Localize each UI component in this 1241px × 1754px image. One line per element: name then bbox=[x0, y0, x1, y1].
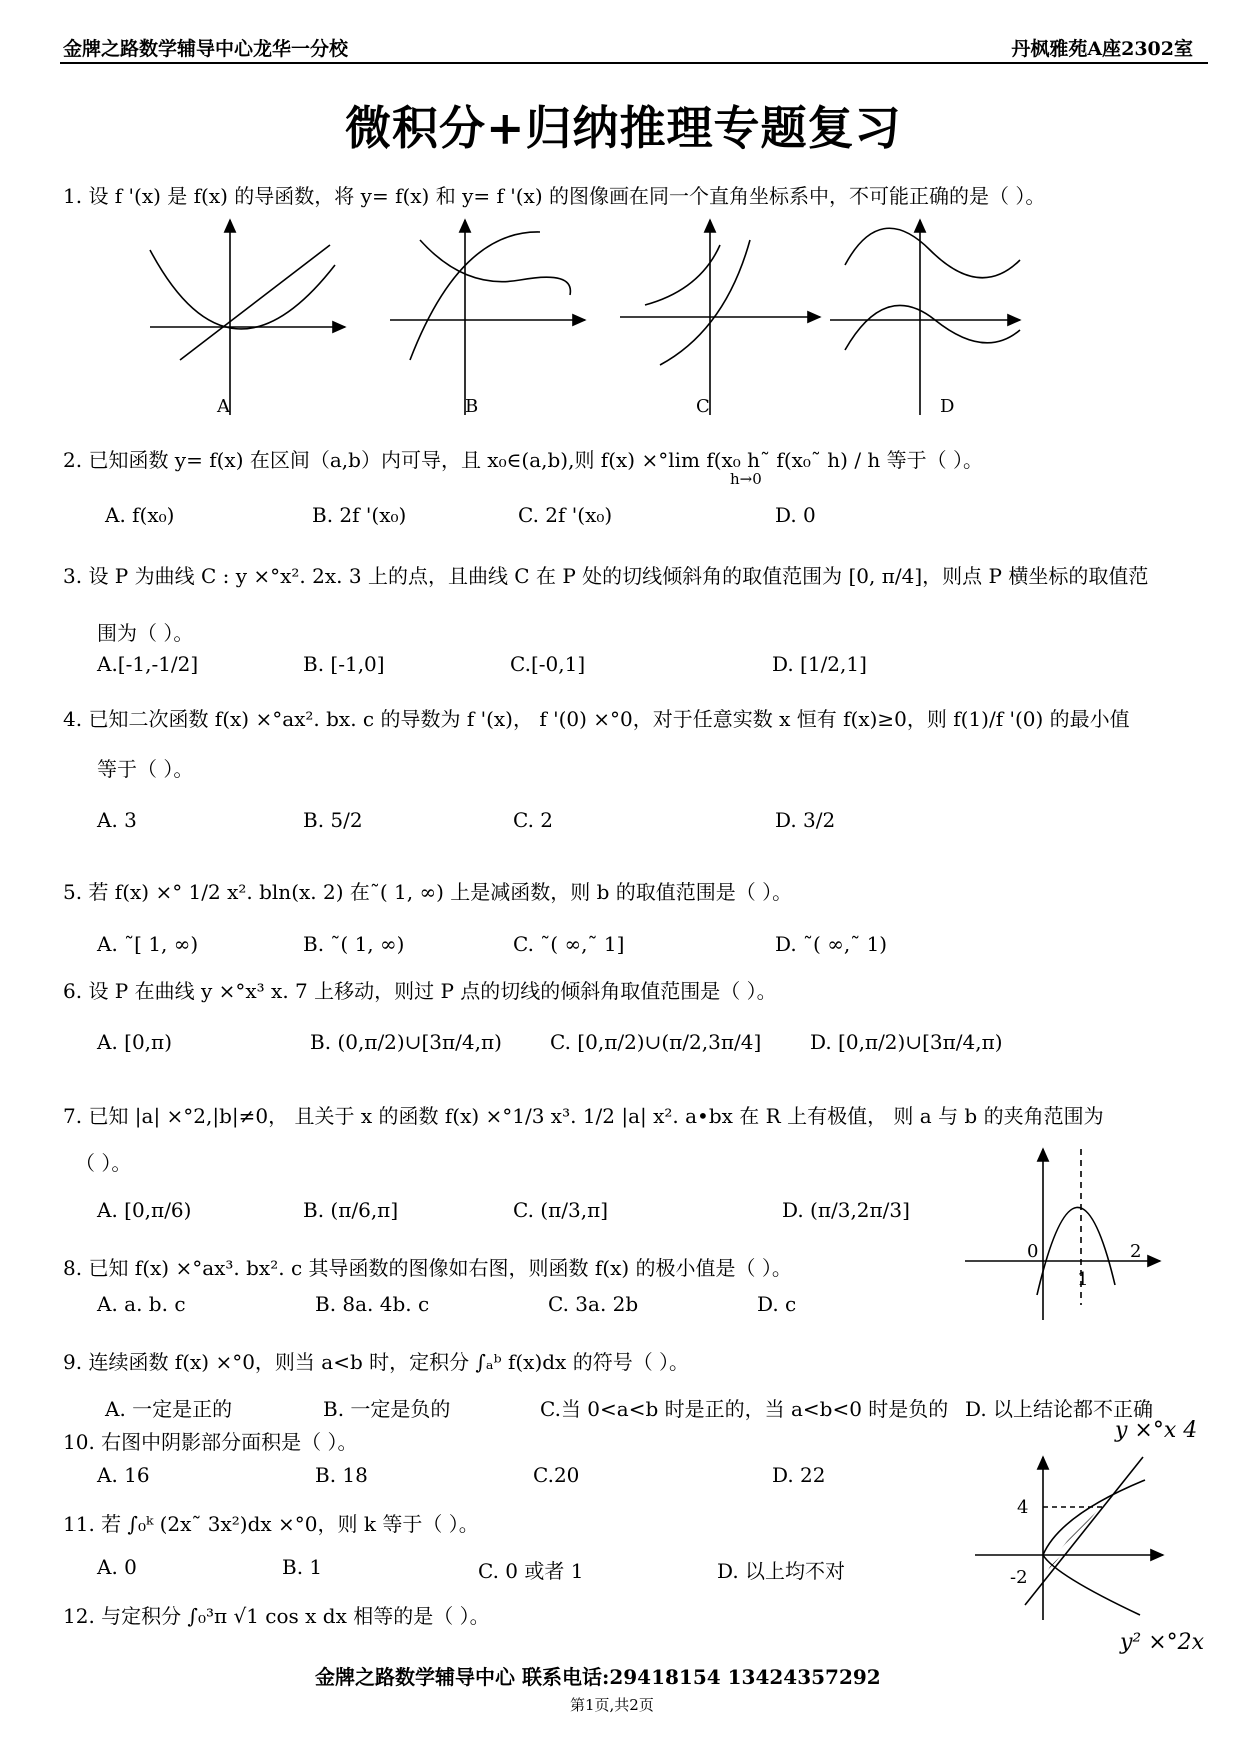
graph-label-b: B bbox=[465, 396, 479, 417]
graph-label-a: A bbox=[217, 396, 230, 417]
q8-option-b: B. 8a. 4b. c bbox=[315, 1292, 430, 1316]
q2-lim-sub: h→0 bbox=[730, 470, 762, 488]
q8-option-d: D. c bbox=[757, 1292, 797, 1316]
q2-option-d: D. 0 bbox=[775, 503, 816, 527]
question-10: 10. 右图中阴影部分面积是（ ）。 bbox=[63, 1430, 358, 1454]
q6-option-b: B. (0,π/2)∪[3π/4,π) bbox=[310, 1030, 502, 1054]
q1-graphs bbox=[140, 210, 1080, 425]
q9-option-d: D. 以上结论都不正确 bbox=[965, 1397, 1154, 1421]
question-2: 2. 已知函数 y= f(x) 在区间（a,b）内可导，且 x₀∈(a,b),则 f(x) ×°lim f(x₀ h˜ f(x₀˜ h) / h 等于（ ）。 bbox=[63, 448, 984, 472]
q10-option-b: B. 18 bbox=[315, 1463, 368, 1487]
q7-option-a: A. [0,π/6) bbox=[97, 1198, 192, 1222]
question-4-line1: 4. 已知二次函数 f(x) ×°ax². bx. c 的导数为 f '(x)， f '(0) ×°0，对于任意实数 x 恒有 f(x)≥0，则 f(1)/f '(0) 的最小值 bbox=[63, 707, 1130, 731]
header-rule bbox=[60, 62, 1208, 64]
q10-fig-neg2: -2 bbox=[1010, 1567, 1028, 1588]
q11-option-b: B. 1 bbox=[282, 1555, 323, 1579]
q4-option-b: B. 5/2 bbox=[303, 808, 363, 832]
question-1: 1. 设 f '(x) 是 f(x) 的导函数，将 y= f(x) 和 y= f '(x) 的图像画在同一个直角坐标系中，不可能正确的是（ ）。 bbox=[63, 184, 1046, 208]
q5-option-b: B. ˜( 1, ∞) bbox=[303, 932, 405, 956]
footer-main: 金牌之路数学辅导中心 联系电话:29418154 13424357292 bbox=[315, 1665, 881, 1689]
graph-a bbox=[150, 220, 345, 415]
q3-option-a: A.[-1,-1/2] bbox=[97, 652, 199, 676]
q2-option-b: B. 2f '(x₀) bbox=[312, 503, 407, 527]
q5-option-a: A. ˜[ 1, ∞) bbox=[97, 932, 199, 956]
q4-option-a: A. 3 bbox=[97, 808, 137, 832]
q8-fig-origin: 0 bbox=[1027, 1241, 1039, 1262]
graph-d bbox=[830, 220, 1020, 415]
question-3-line1: 3. 设 P 为曲线 C : y ×°x². 2x. 3 上的点，且曲线 C 在 P 处的切线倾斜角的取值范围为 [0, π/4]，则点 P 横坐标的取值范 bbox=[63, 564, 1149, 588]
q11-option-a: A. 0 bbox=[97, 1555, 137, 1579]
question-7-line1: 7. 已知 |a| ×°2,|b|≠0， 且关于 x 的函数 f(x) ×°1/3 x³. 1/2 |a| x². a•bx 在 R 上有极值， 则 a 与 b 的夹角范围为 bbox=[63, 1104, 1104, 1128]
question-3-line2: 围为（ ）。 bbox=[97, 621, 194, 645]
q10-option-c: C.20 bbox=[533, 1463, 580, 1487]
question-11: 11. 若 ∫₀ᵏ (2x˜ 3x²)dx ×°0，则 k 等于（ ）。 bbox=[63, 1512, 479, 1536]
header-right: 丹枫雅苑A座2302室 bbox=[1011, 38, 1193, 60]
q8-option-c: C. 3a. 2b bbox=[548, 1292, 639, 1316]
q7-option-b: B. (π/6,π] bbox=[303, 1198, 399, 1222]
q6-option-d: D. [0,π/2)∪[3π/4,π) bbox=[810, 1030, 1003, 1054]
q9-option-c: C.当 0<a<b 时是正的，当 a<b<0 时是负的 bbox=[540, 1397, 949, 1421]
q11-option-c: C. 0 或者 1 bbox=[478, 1559, 584, 1583]
q11-option-d: D. 以上均不对 bbox=[717, 1559, 846, 1583]
q4-option-c: C. 2 bbox=[513, 808, 554, 832]
q10-graph bbox=[975, 1455, 1175, 1625]
q2-option-c: C. 2f '(x₀) bbox=[518, 503, 613, 527]
q8-option-a: A. a. b. c bbox=[97, 1292, 186, 1316]
q5-option-d: D. ˜( ∞,˜ 1) bbox=[775, 932, 888, 956]
graph-label-d: D bbox=[940, 396, 955, 417]
graph-b bbox=[390, 220, 585, 415]
question-6: 6. 设 P 在曲线 y ×°x³ x. 7 上移动，则过 P 点的切线的倾斜角取值范围是（ ）。 bbox=[63, 979, 777, 1003]
q7-option-c: C. (π/3,π] bbox=[513, 1198, 609, 1222]
graph-c bbox=[620, 220, 820, 415]
graph-label-c: C bbox=[696, 396, 710, 417]
q8-fig-two: 2 bbox=[1130, 1241, 1142, 1262]
q2-option-a: A. f(x₀) bbox=[105, 503, 175, 527]
header-left: 金牌之路数学辅导中心龙华一分校 bbox=[63, 38, 349, 60]
q7-option-d: D. (π/3,2π/3] bbox=[782, 1198, 910, 1222]
q6-option-c: C. [0,π/2)∪(π/2,3π/4] bbox=[550, 1030, 762, 1054]
question-9: 9. 连续函数 f(x) ×°0，则当 a<b 时，定积分 ∫ₐᵇ f(x)dx 的符号（ ）。 bbox=[63, 1350, 690, 1374]
q4-option-d: D. 3/2 bbox=[775, 808, 836, 832]
q3-option-c: C.[-0,1] bbox=[510, 652, 586, 676]
page-title: 微积分+归纳推理专题复习 bbox=[345, 101, 902, 155]
question-7-line2: （ ）。 bbox=[75, 1151, 132, 1175]
q9-option-a: A. 一定是正的 bbox=[105, 1397, 233, 1421]
question-5: 5. 若 f(x) ×° 1/2 x². bln(x. 2) 在˜( 1, ∞) 上是减函数，则 b 的取值范围是（ ）。 bbox=[63, 880, 793, 904]
q10-option-a: A. 16 bbox=[97, 1463, 150, 1487]
footer-page: 第1页,共2页 bbox=[570, 1696, 654, 1714]
question-4-line2: 等于（ ）。 bbox=[97, 757, 194, 781]
q10-fig-line-label: y ×°x 4 bbox=[1115, 1418, 1198, 1443]
q9-option-b: B. 一定是负的 bbox=[323, 1397, 451, 1421]
q3-option-d: D. [1/2,1] bbox=[772, 652, 867, 676]
q8-fig-one: 1 bbox=[1077, 1269, 1089, 1290]
q10-fig-four: 4 bbox=[1017, 1497, 1029, 1518]
q10-option-d: D. 22 bbox=[772, 1463, 826, 1487]
q6-option-a: A. [0,π) bbox=[97, 1030, 172, 1054]
q5-option-c: C. ˜( ∞,˜ 1] bbox=[513, 932, 625, 956]
question-8: 8. 已知 f(x) ×°ax³. bx². c 其导函数的图像如右图，则函数 f(x) 的极小值是（ ）。 bbox=[63, 1256, 792, 1280]
q8-graph bbox=[965, 1145, 1165, 1325]
question-12: 12. 与定积分 ∫₀³π √1 cos x dx 相等的是（ ）。 bbox=[63, 1604, 490, 1628]
q3-option-b: B. [-1,0] bbox=[303, 652, 385, 676]
q10-fig-curve-label: y² ×°2x bbox=[1120, 1630, 1205, 1655]
